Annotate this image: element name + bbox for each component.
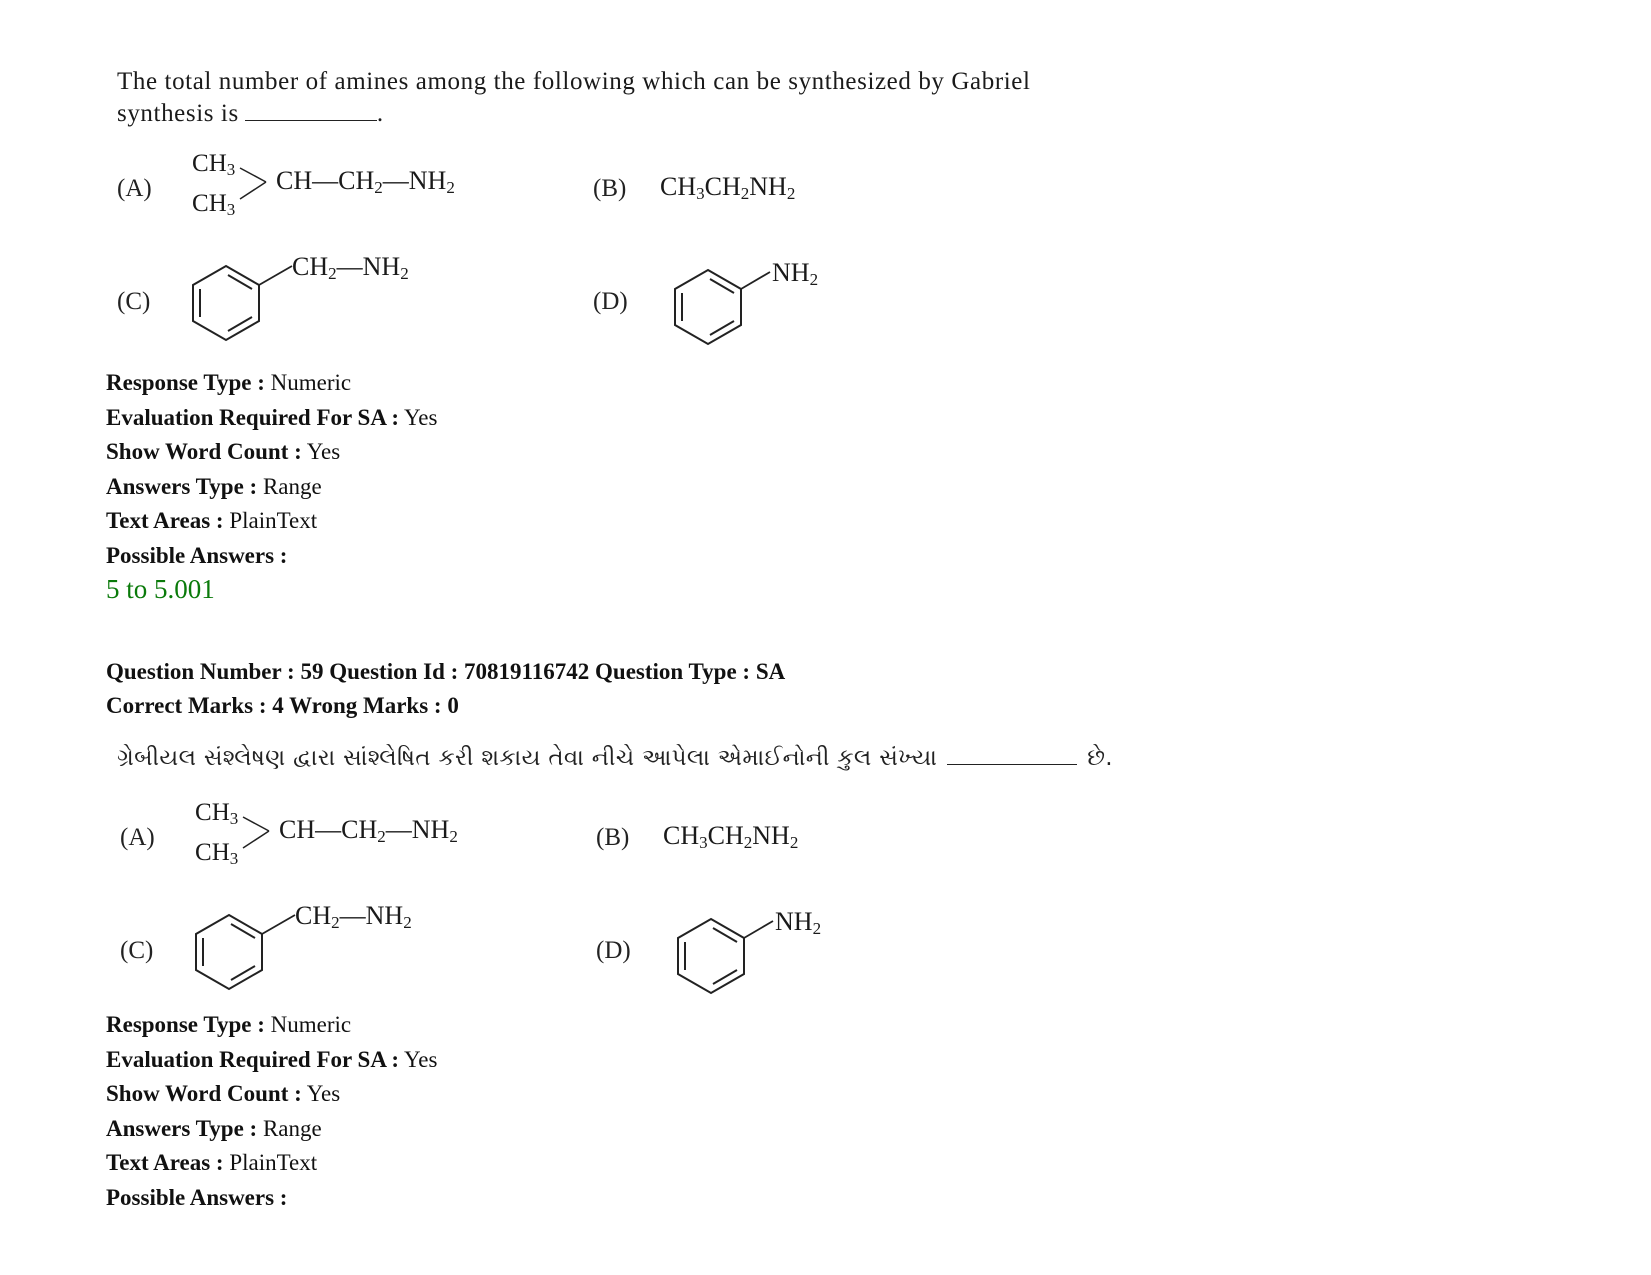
meta-key: Text Areas : <box>106 508 224 533</box>
q1-question-line2-text: synthesis is <box>117 100 239 127</box>
q1-option-a-branch-bottom: $CH_3$ <box>192 190 236 219</box>
meta-value: Range <box>262 473 322 499</box>
q1-option-a-branch-top: $CH_3$ <box>192 150 236 179</box>
q2-option-d-label: (D) <box>596 937 631 964</box>
q1-question-line1: The total number of amines among the following which can be synthesized by Gabriel <box>117 68 1031 95</box>
q2-option-d-substituent: $NH_2$ <box>775 907 822 938</box>
meta-value: PlainText <box>229 508 318 533</box>
q1-option-d-label: (D) <box>593 288 628 315</box>
q2-option-c-benzene-ring <box>191 907 301 999</box>
q1-option-a-chain: $CH—CH_2—NH_2$ <box>276 166 455 197</box>
q1-option-b-formula: $CH_3CH_2NH_2$ <box>660 172 796 203</box>
q2-meta-block <box>106 1008 437 1215</box>
q1-option-c-substituent: $CH_2—NH_2$ <box>292 252 409 283</box>
q2-header-line1: Question Number : 59 Question Id : 70819116742 Question Type : SA <box>106 659 786 684</box>
q1-option-a-label: (A) <box>117 175 152 202</box>
meta-key: Text Areas : <box>106 1150 224 1175</box>
q1-question-line2 <box>117 98 1031 130</box>
q2-option-a-branch-lines <box>241 812 281 856</box>
q1-question-text <box>117 66 1031 130</box>
q2-answer-blank <box>947 744 1077 765</box>
meta-value: Yes <box>404 404 438 430</box>
q2-option-c-substituent: $CH_2—NH_2$ <box>295 901 412 932</box>
meta-value: Yes <box>306 1081 341 1106</box>
q1-option-a-branch-lines <box>238 163 278 207</box>
q1-option-b-label: (B) <box>593 175 627 202</box>
q2-meta-answers-type <box>106 1112 437 1147</box>
meta-key: Response Type : <box>106 370 265 395</box>
meta-key: Answers Type : <box>106 473 258 499</box>
q1-meta-word-count <box>106 435 437 470</box>
meta-value: Yes <box>404 1046 438 1072</box>
meta-value: Yes <box>306 439 341 464</box>
meta-value: Numeric <box>270 1012 352 1037</box>
q2-option-a-branch-bottom: $CH_3$ <box>195 839 239 868</box>
q1-meta-possible-answers <box>106 539 437 574</box>
q2-question-text <box>117 744 1113 771</box>
q2-option-a-chain: $CH—CH_2—NH_2$ <box>279 815 458 846</box>
meta-key: Possible Answers : <box>106 542 288 568</box>
meta-value: PlainText <box>229 1150 318 1175</box>
q2-question-text-gujarati: ગ્રેબીયલ સંશ્લેષણ દ્વારા સાંશ્લેષિત કરી શકાય તેવા નીચે આપેલા એમાઈનોની કુલ સંખ્યા <box>117 745 938 771</box>
q2-question-end: છે. <box>1087 745 1113 771</box>
meta-key: Evaluation Required For SA : <box>106 1046 400 1072</box>
q2-meta-evaluation <box>106 1043 437 1078</box>
meta-value: Range <box>262 1115 322 1141</box>
q1-question-end: . <box>376 100 384 127</box>
q2-option-a-label: (A) <box>120 824 155 851</box>
q1-meta-evaluation <box>106 401 437 436</box>
q1-option-c-benzene-ring <box>188 258 298 350</box>
q2-option-b-label: (B) <box>596 824 630 851</box>
meta-key: Show Word Count : <box>106 1081 302 1106</box>
q1-option-d-substituent: $NH_2$ <box>772 258 819 289</box>
q2-option-c-label: (C) <box>120 937 154 964</box>
meta-key: Evaluation Required For SA : <box>106 404 400 430</box>
q2-option-d-benzene-ring <box>673 911 783 1003</box>
q1-option-d-benzene-ring <box>670 262 780 354</box>
q2-option-b-formula: $CH_3CH_2NH_2$ <box>663 821 799 852</box>
meta-key: Possible Answers : <box>106 1184 288 1210</box>
q1-option-c-label: (C) <box>117 288 151 315</box>
q1-meta-response-type <box>106 366 437 401</box>
q1-answer-blank <box>245 100 377 121</box>
q2-header <box>106 655 785 723</box>
q1-meta-text-areas <box>106 504 437 539</box>
q1-meta-block <box>106 366 437 573</box>
q2-meta-possible-answers <box>106 1181 437 1216</box>
q2-header-line2: Correct Marks : 4 Wrong Marks : 0 <box>106 693 459 718</box>
q1-meta-answers-type <box>106 470 437 505</box>
q2-meta-word-count <box>106 1077 437 1112</box>
meta-value: Numeric <box>270 370 352 395</box>
meta-key: Answers Type : <box>106 1115 258 1141</box>
q2-meta-response-type <box>106 1008 437 1043</box>
q1-possible-answer: 5 to 5.001 <box>106 574 215 604</box>
q2-option-a-branch-top: $CH_3$ <box>195 799 239 828</box>
q2-meta-text-areas <box>106 1146 437 1181</box>
meta-key: Response Type : <box>106 1012 265 1037</box>
meta-key: Show Word Count : <box>106 439 302 464</box>
